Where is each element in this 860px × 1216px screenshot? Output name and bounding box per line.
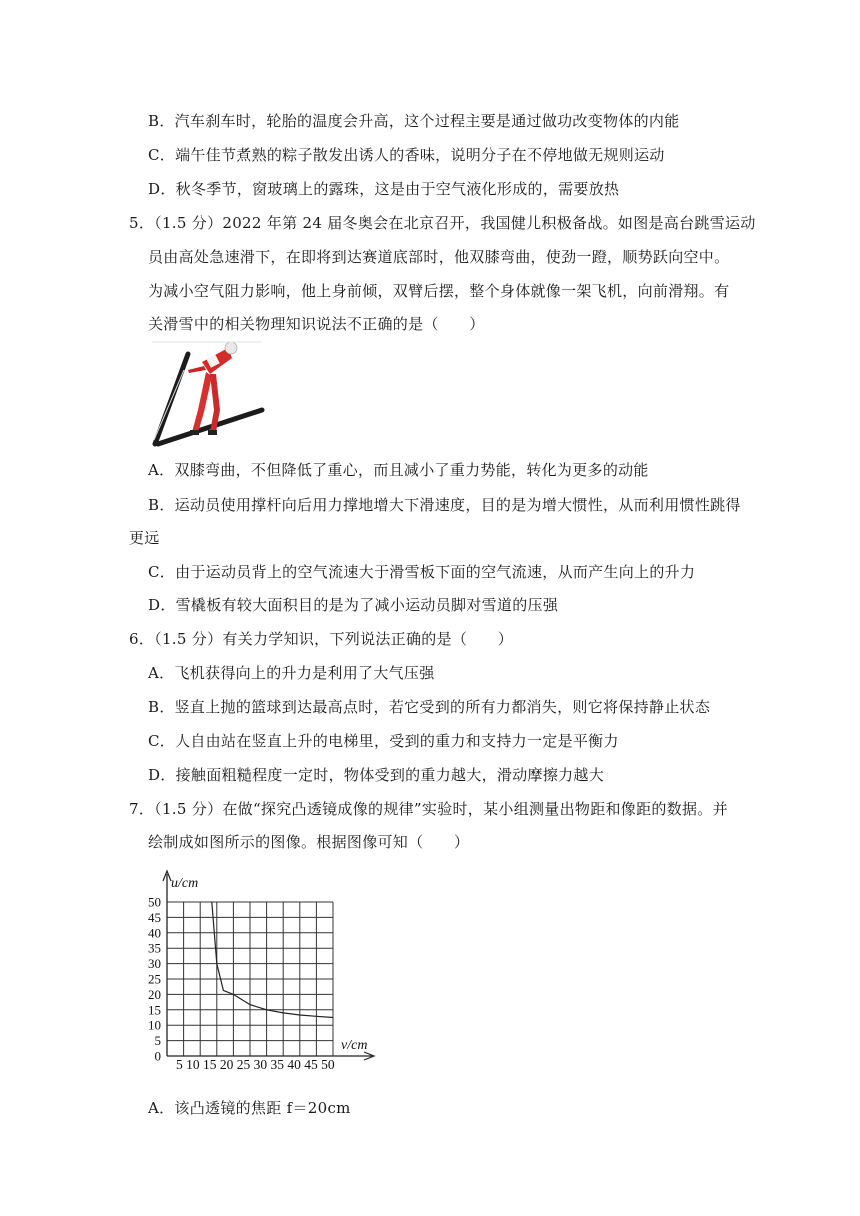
q7-stem-line-2: 绘制成如图所示的图像。根据图像可知（ ） (148, 833, 470, 851)
graph-axes (163, 871, 374, 1060)
u-v-graph (140, 866, 385, 1084)
q6-option-b: B．竖直上抛的篮球到达最高点时，若它受到的所有力都消失，则它将保持静止状态 (148, 698, 711, 716)
y-tick-label: 20 (148, 986, 161, 1002)
y-tick-label: 30 (148, 956, 161, 972)
y-tick-label: 45 (148, 909, 161, 925)
q6-stem: 6．（1.5 分）有关力学知识，下列说法正确的是（ ） (129, 630, 514, 648)
q5-option-d: D．雪橇板有较大面积目的是为了减小运动员脚对雪道的压强 (148, 596, 559, 614)
y-tick-label: 25 (148, 971, 161, 987)
y-tick-label: 0 (154, 1048, 161, 1064)
y-tick-label: 40 (148, 925, 161, 941)
q5-option-c: C．由于运动员背上的空气流速大于滑雪板下面的空气流速，从而产生向上的升力 (148, 563, 696, 581)
y-tick-label: 15 (148, 1002, 161, 1018)
x-tick-labels: 5 10 15 20 25 30 35 40 45 50 (176, 1057, 335, 1072)
q5-option-b-line-2: 更远 (129, 529, 160, 547)
q6-option-c: C．人自由站在竖直上升的电梯里，受到的重力和支持力一定是平衡力 (148, 732, 619, 750)
q5-stem-line-2: 员由高处急速滑下，在即将到达赛道底部时，他双膝弯曲，使劲一蹬，顺势跃向空中。 (148, 248, 730, 266)
q4-option-d: D．秋冬季节，窗玻璃上的露珠，这是由于空气液化形成的，需要放热 (148, 180, 620, 198)
q7-option-a: A．该凸透镜的焦距 f＝20cm (148, 1099, 351, 1117)
y-tick-label: 35 (148, 940, 161, 956)
q5-option-b-line-1: B．运动员使用撑杆向后用力撑地增大下滑速度，目的是为增大惯性，从而利用惯性跳得 (148, 496, 741, 514)
y-tick-label: 50 (148, 894, 161, 910)
q5-option-a: A．双膝弯曲，不但降低了重心，而且减小了重力势能，转化为更多的动能 (148, 461, 649, 479)
q6-option-d: D．接触面粗糙程度一定时，物体受到的重力越大，滑动摩擦力越大 (148, 766, 605, 784)
y-axis-label: u/cm (171, 876, 199, 891)
q4-option-b: B．汽车刹车时，轮胎的温度会升高，这个过程主要是通过做功改变物体的内能 (148, 112, 680, 130)
q5-stem-line-3: 为减小空气阻力影响，他上身前倾，双臂后摆，整个身体就像一架飞机，向前滑翔。有 (148, 282, 730, 300)
q5-stem-line-4: 关滑雪中的相关物理知识说法不正确的是（ ） (148, 315, 485, 333)
y-tick-label: 5 (154, 1033, 161, 1049)
u-v-curve (212, 902, 333, 1018)
graph-grid (167, 902, 333, 1056)
ski-jumper-image (148, 340, 266, 452)
q6-option-a: A．飞机获得向上的升力是利用了大气压强 (148, 664, 435, 682)
q5-stem-line-1: 5．（1.5 分）2022 年第 24 届冬奥会在北京召开，我国健儿积极备战。如图是高台跳雪运动 (129, 214, 756, 232)
q4-option-c: C．端午佳节煮熟的粽子散发出诱人的香味，说明分子在不停地做无规则运动 (148, 146, 665, 164)
q7-stem-line-1: 7．（1.5 分）在做“探究凸透镜成像的规律”实验时，某小组测量出物距和像距的数据。并 (129, 800, 728, 818)
x-axis-label: v/cm (341, 1038, 368, 1053)
y-tick-label: 10 (148, 1017, 161, 1033)
y-tick-labels (148, 895, 161, 1064)
